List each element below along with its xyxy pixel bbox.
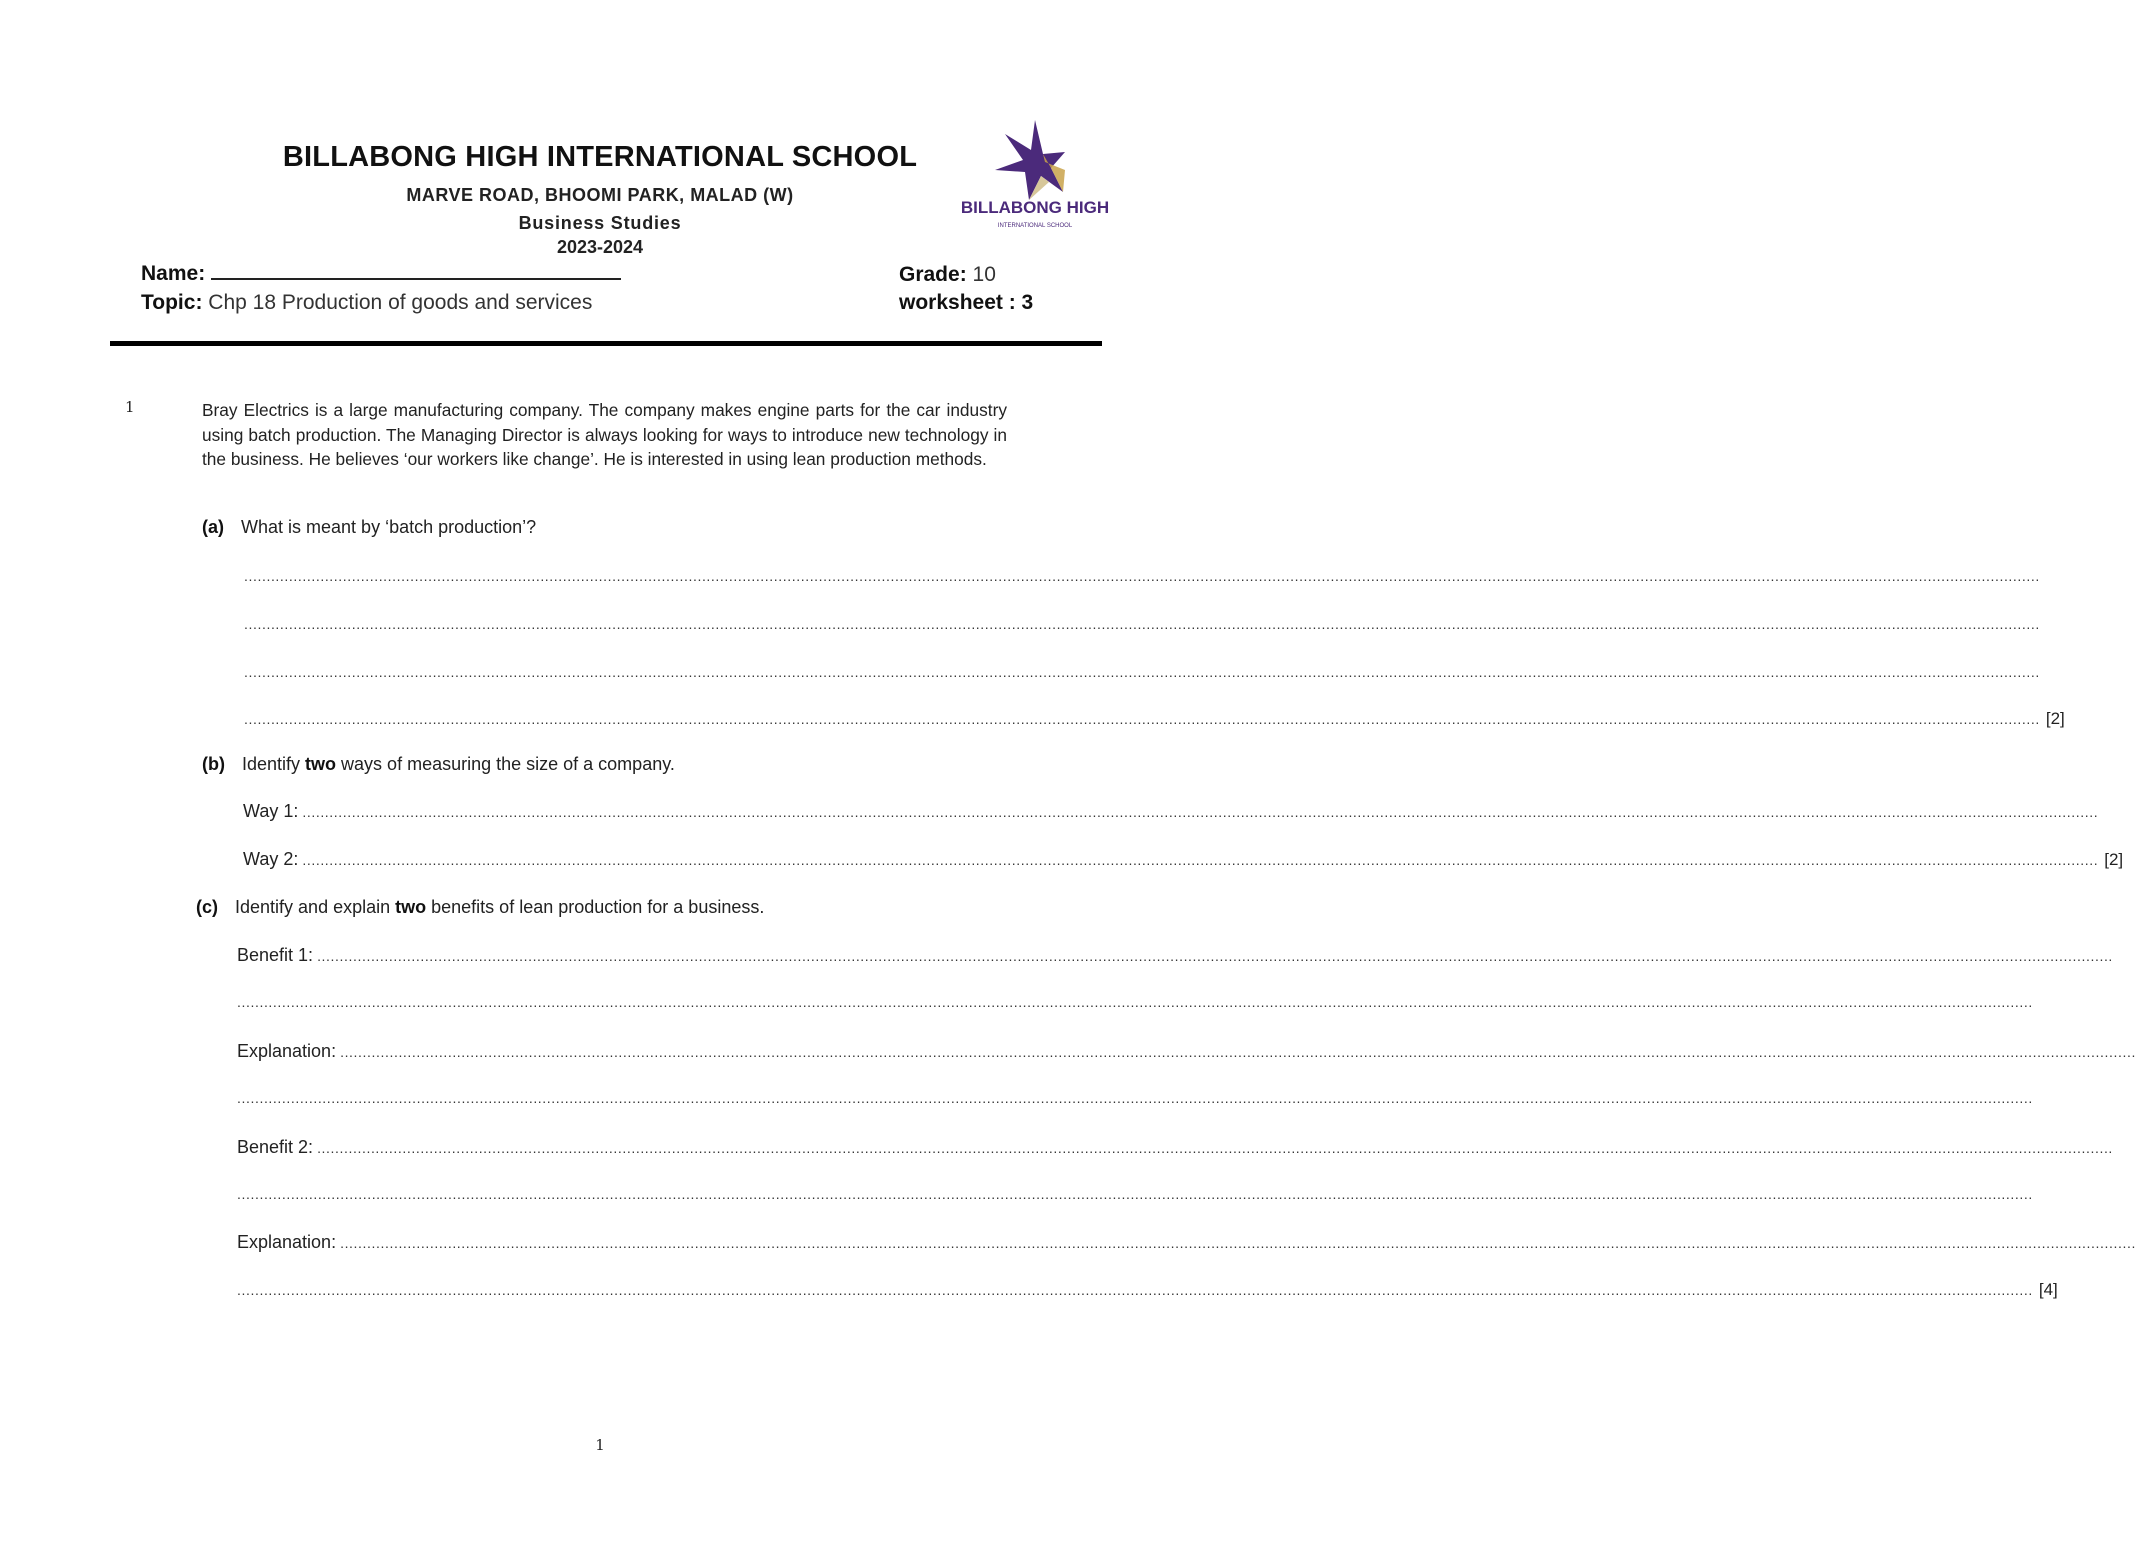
- marks-c: [4]: [2038, 1280, 2058, 1299]
- answer-line-a1[interactable]: [244, 567, 2040, 585]
- school-address: MARVE ROAD, BHOOMI PARK, MALAD (W): [406, 185, 794, 205]
- header-divider: [110, 341, 1102, 346]
- dotted-line: ................................................................................................................................................................................................................................................................................................................................................................................................................: [302, 852, 2099, 868]
- worksheet-number: worksheet : 3: [899, 291, 1034, 314]
- school-logo: [960, 112, 1110, 237]
- dotted-line: ................................................................................................................................................................................................................................................................................................................................................................................................................: [317, 948, 2113, 964]
- dotted-line: ................................................................................................................................................................................................................................................................................................................................................................................................................: [244, 664, 2040, 680]
- name-label: Name:: [141, 262, 206, 285]
- dotted-line: ................................................................................................................................................................................................................................................................................................................................................................................................................: [237, 1090, 2033, 1106]
- part-a-prompt: [202, 517, 536, 538]
- logo-text: BILLABONG HIGH: [960, 198, 1110, 217]
- question-number: 1: [125, 398, 135, 416]
- explanation-1-line[interactable]: [237, 1041, 2136, 1062]
- dotted-line: ................................................................................................................................................................................................................................................................................................................................................................................................................: [317, 1140, 2113, 1156]
- explanation-1-label: Explanation:: [237, 1041, 337, 1061]
- grade-label: Grade:: [899, 263, 967, 286]
- part-c-prompt: (c) Identify and explain two benefits of lean production for a business.: [196, 897, 765, 917]
- way-1-label: Way 1:: [243, 801, 299, 821]
- school-name: BILLABONG HIGH INTERNATIONAL SCHOOL: [282, 141, 918, 173]
- topic-value: Chp 18 Production of goods and services: [208, 291, 593, 314]
- dotted-line: ................................................................................................................................................................................................................................................................................................................................................................................................................: [244, 616, 2040, 632]
- part-b-label: (b): [202, 754, 225, 774]
- way-2-label: Way 2:: [243, 849, 299, 869]
- dotted-line: ................................................................................................................................................................................................................................................................................................................................................................................................................: [237, 994, 2033, 1010]
- answer-line-a2[interactable]: [244, 615, 2040, 633]
- benefit-2-line-2[interactable]: [237, 1185, 2033, 1203]
- name-field[interactable]: [141, 262, 621, 286]
- part-c-label: (c): [196, 897, 218, 917]
- explanation-2-label: Explanation:: [237, 1232, 337, 1252]
- grade-value: 10: [972, 263, 996, 286]
- benefit-1-line[interactable]: [237, 945, 2113, 966]
- dotted-line: ................................................................................................................................................................................................................................................................................................................................................................................................................: [237, 1282, 2033, 1298]
- explanation-1-line-2[interactable]: [237, 1089, 2033, 1107]
- benefit-1-line-2[interactable]: [237, 993, 2033, 1011]
- dotted-line: ................................................................................................................................................................................................................................................................................................................................................................................................................: [244, 568, 2040, 584]
- part-a-text: What is meant by ‘batch production’?: [241, 517, 537, 537]
- dotted-line: ................................................................................................................................................................................................................................................................................................................................................................................................................: [340, 1044, 2136, 1060]
- academic-year: 2023-2024: [556, 237, 644, 257]
- answer-line-a3[interactable]: [244, 663, 2040, 681]
- benefit-2-line[interactable]: [237, 1137, 2113, 1158]
- benefit-2-label: Benefit 2:: [237, 1137, 314, 1157]
- explanation-2-line-2[interactable]: [237, 1280, 2058, 1300]
- part-b-prompt: (b) Identify two ways of measuring the size of a company.: [202, 754, 675, 774]
- way-2-line[interactable]: [243, 849, 2124, 870]
- topic-field: [141, 291, 592, 315]
- dotted-line: ................................................................................................................................................................................................................................................................................................................................................................................................................: [237, 1186, 2033, 1202]
- dotted-line: ................................................................................................................................................................................................................................................................................................................................................................................................................: [244, 711, 2040, 727]
- marks-b: [2]: [2104, 850, 2124, 869]
- explanation-2-line[interactable]: [237, 1232, 2136, 1253]
- benefit-1-label: Benefit 1:: [237, 945, 314, 965]
- logo-subtext: INTERNATIONAL SCHOOL: [997, 223, 1073, 229]
- marks-a: [2]: [2045, 709, 2065, 728]
- dotted-line: ................................................................................................................................................................................................................................................................................................................................................................................................................: [302, 804, 2099, 820]
- part-a-label: (a): [202, 517, 224, 537]
- answer-line-a4[interactable]: [244, 709, 2065, 729]
- name-blank[interactable]: [211, 264, 621, 280]
- star-logo-icon: [960, 112, 1110, 237]
- way-1-line[interactable]: [243, 801, 2099, 822]
- dotted-line: ................................................................................................................................................................................................................................................................................................................................................................................................................: [340, 1235, 2136, 1251]
- grade-field: [899, 263, 996, 287]
- page-number: 1: [595, 1436, 605, 1454]
- subject-title: Business Studies: [518, 213, 682, 233]
- topic-label: Topic:: [141, 291, 203, 314]
- question-stem: Bray Electrics is a large manufacturing company. The company makes engine parts for the car industry using batch production. The Managing Director is always looking for ways to introduce new technology in the business. He believes ‘our workers like change’. He is interested in using lean production methods.: [202, 400, 1007, 469]
